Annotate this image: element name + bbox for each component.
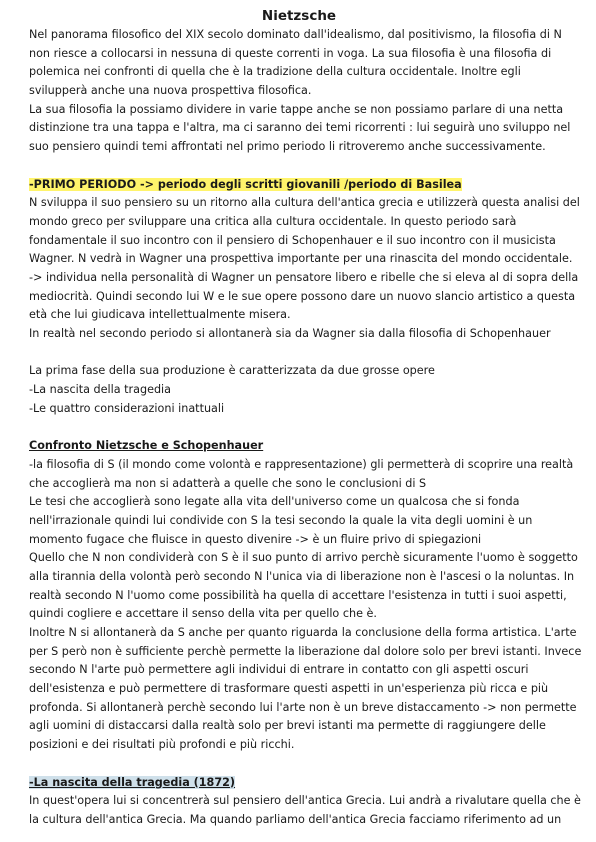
section-heading-confronto: Confronto Nietzsche e Schopenhauer	[29, 439, 264, 453]
section-heading-primo-periodo: -PRIMO PERIODO -> periodo degli scritti giovanili /periodo di Basilea	[29, 177, 462, 191]
text-line: età che lui giudicava intellettualmente misera.	[29, 308, 291, 322]
text-line: Wagner. N vedrà in Wagner una prospettiva importante per una rinascita del mondo occidentale.	[29, 252, 573, 266]
section-confronto	[29, 437, 582, 755]
document-title: Nietzsche	[261, 8, 337, 24]
text-line: mediocrità. Quindi secondo lui W e le sue opere possono dare un nuovo slancio artistico a questa	[29, 289, 576, 303]
blank-line	[29, 418, 569, 437]
text-line: realtà secondo N l'uomo come possibilità ha quella di accettare l'esistenza in tutti i suoi aspetti,	[29, 588, 567, 602]
section-heading-line	[29, 774, 569, 793]
blank-line	[29, 344, 569, 363]
section-heading-line	[29, 437, 569, 456]
text-line: posizioni e dei risultati più profondi e più ricchi.	[29, 738, 295, 752]
text-line: momento fugace che fluisce in questo divenire -> è un fluire privo di spiegazioni	[29, 532, 482, 546]
text-line: La prima fase della sua produzione è caratterizzata da due grosse opere	[29, 364, 435, 378]
text-line: quindi cogliere e accettare il senso della vita per quello che è.	[29, 607, 377, 621]
text-line: -> individua nella personalità di Wagner un pensatore libero e ribelle che si eleva al di sopra della	[29, 270, 579, 284]
text-line: agli uomini di distaccarsi dalla realtà solo per brevi istanti ma permette di raggiungere delle	[29, 719, 546, 733]
text-line: svilupperà anche una nuova prospettiva filosofica.	[29, 84, 312, 98]
text-line: profonda. Si allontanerà perchè secondo lui l'arte non è un breve distaccamento -> non permette	[29, 700, 577, 714]
text-line: La sua filosofia la possiamo dividere in varie tappe anche se non possiamo parlare di una netta	[29, 102, 564, 116]
text-line: Quello che N non condividerà con S è il suo punto di arrivo perchè sicuramente l'uomo è soggetto	[29, 551, 578, 565]
text-line: polemica nei confronti di quella che è la tradizione della cultura occidentale. Inoltre egli	[29, 65, 521, 79]
text-line: per S però non è sufficiente perchè permette la liberazione dal dolore solo per brevi istanti. Invece	[29, 644, 582, 658]
text-line: che accoglierà ma non si adatterà a quelle che sono le conclusioni di S	[29, 476, 427, 490]
text-line: la cultura dell'antica Grecia. Ma quando parliamo dell'antica Grecia facciamo riferimento ad un	[29, 812, 562, 826]
document-page	[29, 0, 582, 830]
list-item: -Le quattro considerazioni inattuali	[29, 401, 225, 415]
list-item: -La nascita della tragedia	[29, 383, 172, 397]
text-line: fondamentale il suo incontro con il pensiero di Schopenhauer e il suo incontro con il musicista	[29, 233, 556, 247]
text-line: suo pensiero quindi temi affrontati nel primo periodo li ritroveremo anche successivamente.	[29, 140, 546, 154]
section-heading-line	[29, 176, 569, 195]
text-line: secondo N l'arte può permettere agli individui di entrare in contatto con gli aspetti oscuri	[29, 663, 529, 677]
text-line: N sviluppa il suo pensiero su un ritorno alla cultura dell'antica grecia e utilizzerà questa analisi del	[29, 196, 580, 210]
section-heading-nascita-tragedia: -La nascita della tragedia (1872)	[29, 775, 236, 789]
section-primo-periodo	[29, 176, 580, 344]
blank-line	[29, 157, 569, 176]
text-line: nell'irrazionale quindi lui condivide con S la tesi secondo la quale la vita degli uomini è un	[29, 513, 533, 527]
section-nascita-tragedia	[29, 774, 581, 830]
text-line: mondo greco per sviluppare una critica alla cultura occidentale. In questo periodo sarà	[29, 214, 517, 228]
text-line: In realtà nel secondo periodo si allontanerà sia da Wagner sia dalla filosofia di Schopenhauer	[29, 327, 551, 340]
text-line: non riesce a collocarsi in nessuna di queste correnti in voga. La sua filosofia è una filosofia di	[29, 46, 552, 60]
works-intro-paragraph	[29, 362, 569, 418]
blank-line	[29, 755, 569, 774]
intro-paragraph	[29, 26, 569, 157]
text-line: In quest'opera lui si concentrerà sul pensiero dell'antica Grecia. Lui andrà a rivalutare quella che è	[29, 794, 581, 808]
text-line: -la filosofia di S (il mondo come volontà e rappresentazione) gli permetterà di scoprire una realtà	[29, 457, 574, 471]
text-line: distinzione tra una tappa e l'altra, ma ci saranno dei temi ricorrenti : lui seguirà uno sviluppo nel	[29, 121, 571, 135]
text-line: alla tirannia della volontà però secondo N l'unica via di liberazione non è l'ascesi o la noluntas. In	[29, 569, 575, 583]
text-line: Inoltre N si allontanerà da S anche per quanto riguarda la conclusione della forma artistica. L'arte	[29, 626, 577, 639]
text-line: Nel panorama filosofico del XIX secolo dominato dall'idealismo, dal positivismo, la filosofia di N	[29, 28, 562, 41]
text-line: Le tesi che accoglierà sono legate alla vita dell'universo come un qualcosa che si fonda	[29, 495, 520, 509]
text-line: dell'esistenza e può permettere di trasformare questi aspetti in un'esperienza più ricca e più	[29, 682, 549, 696]
